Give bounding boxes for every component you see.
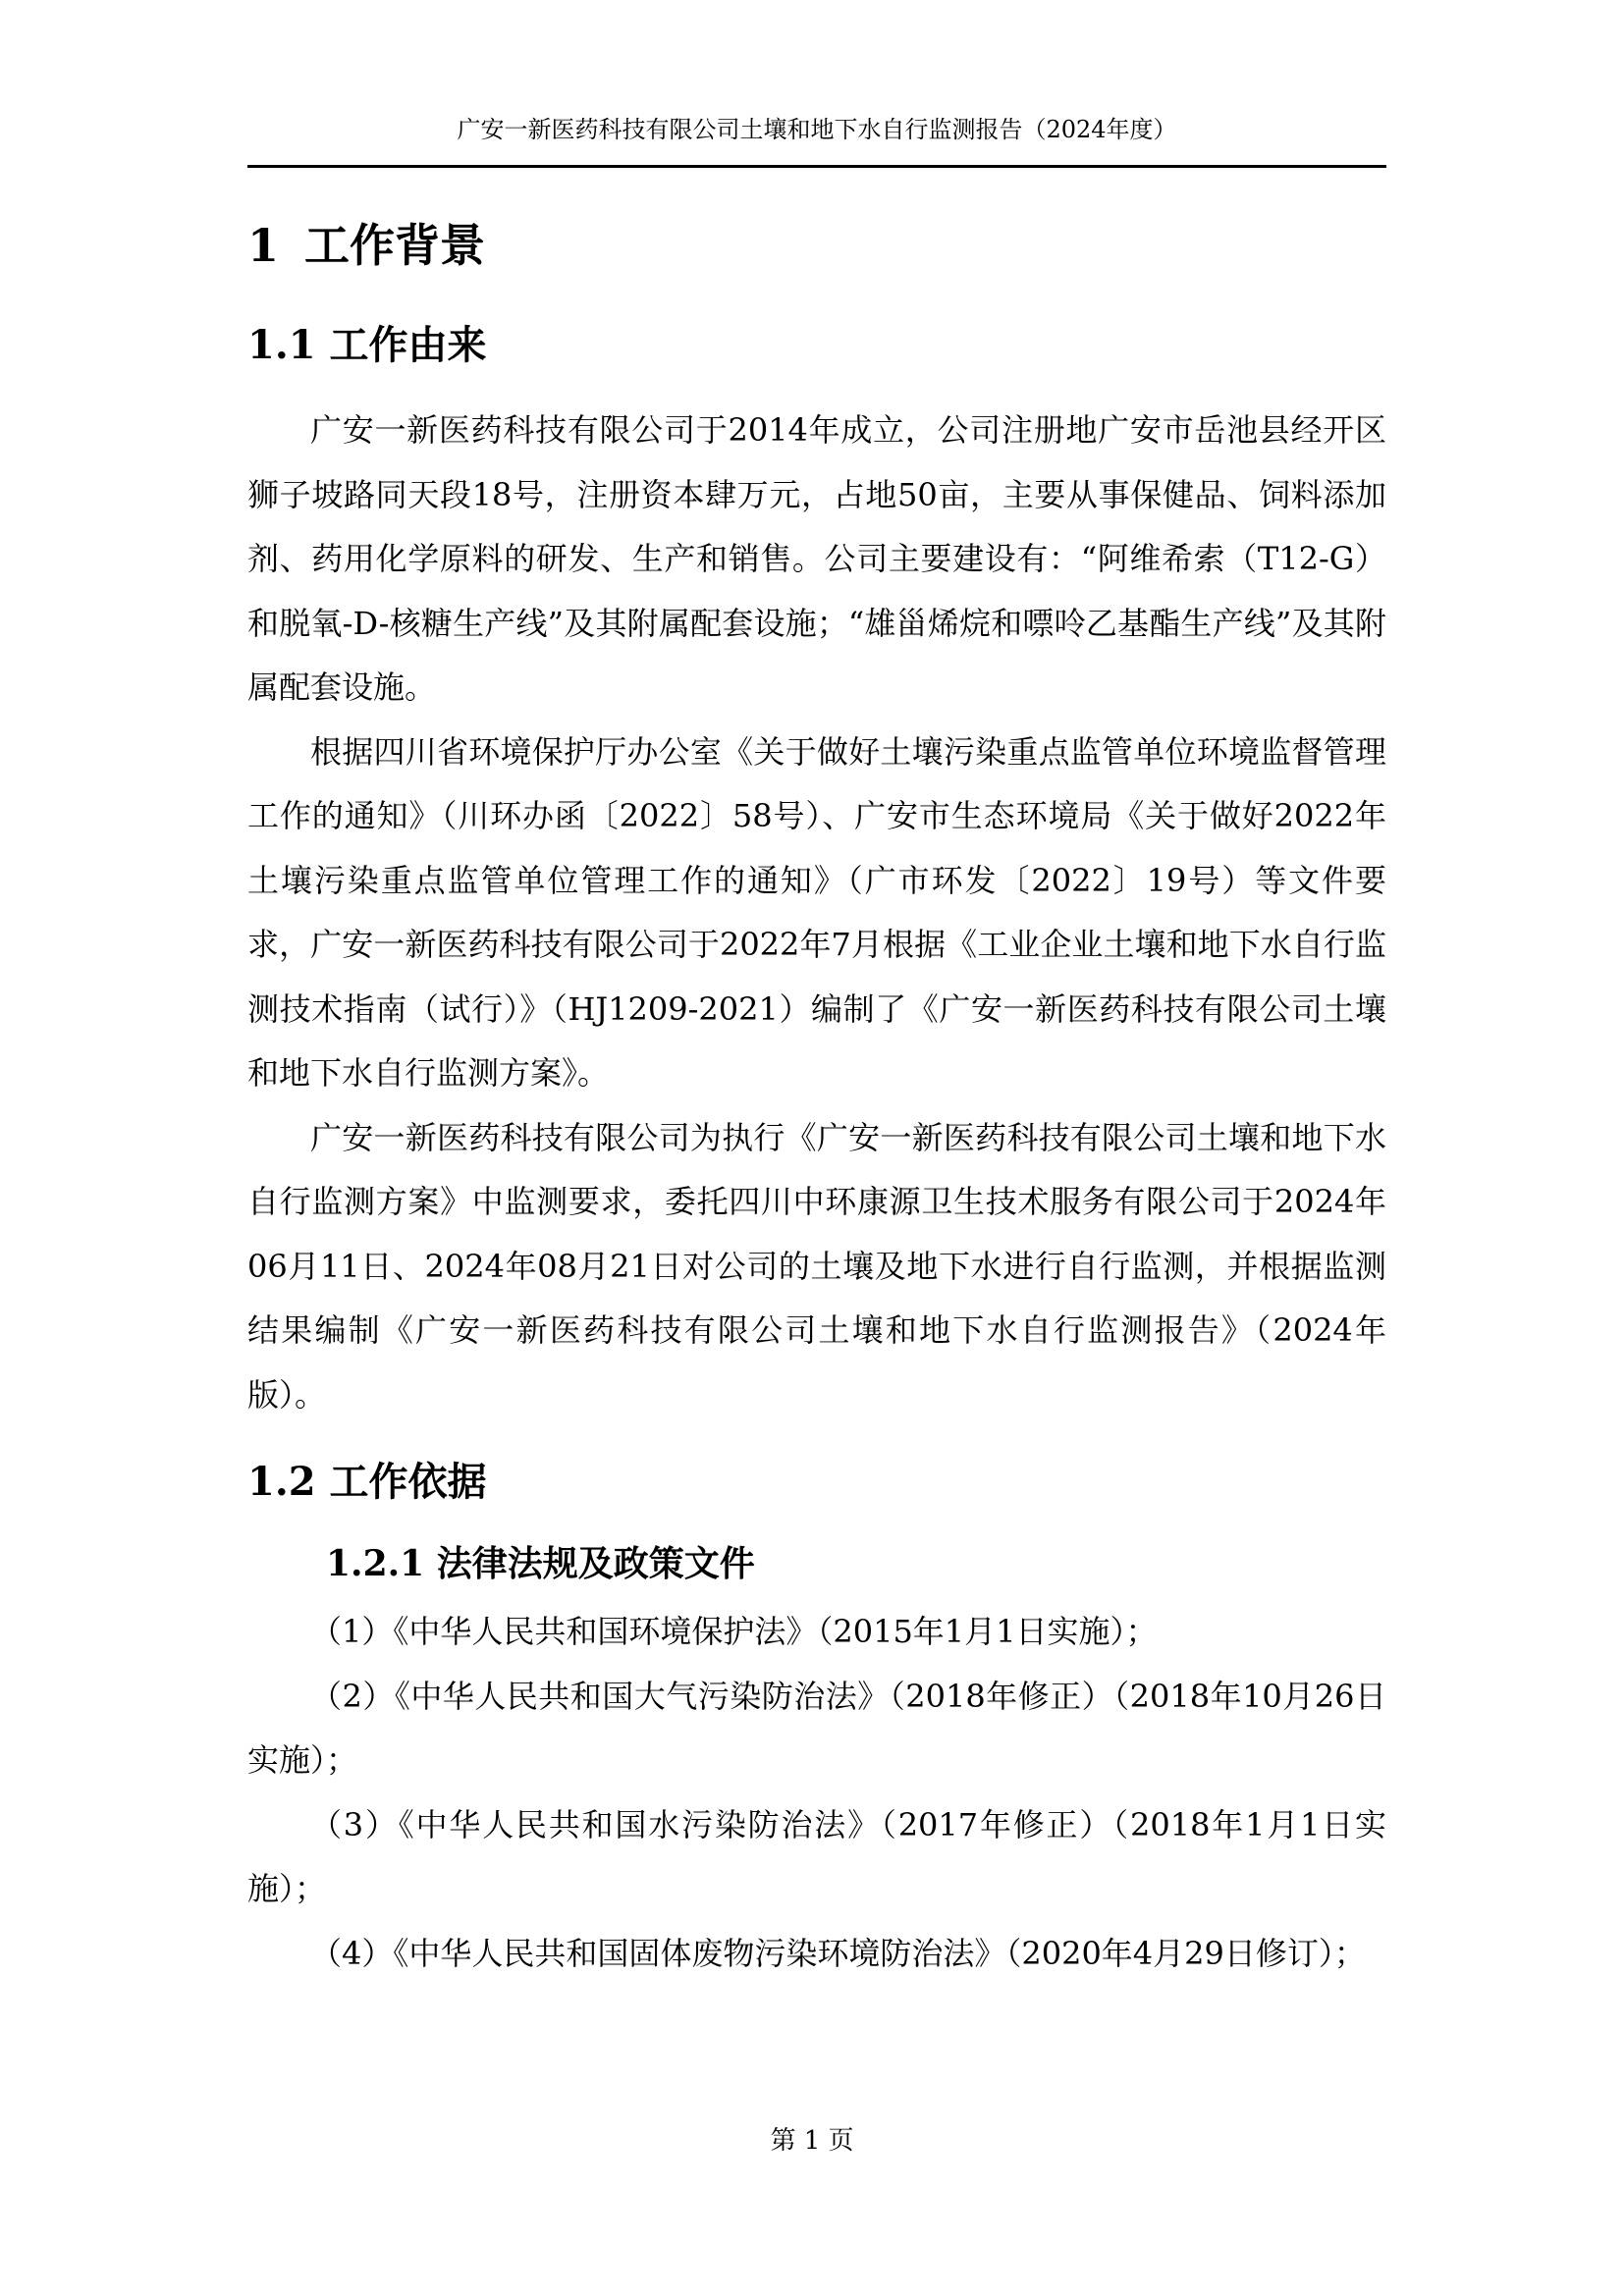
section-1-2-heading: 1.2 工作依据 [247, 1459, 487, 1505]
section-1-1-paragraph-1: 广安一新医药科技有限公司于2014年成立，公司注册地广安市岳池县经开区狮子坡路同天段18号，注册资本肆万元，占地50亩，主要从事保健品、饲料添加剂、药用化学原料的研发、生产和销售。公司主要建设有：“阿维希索（T12-G）和脱氧-D-核糖生产线”及其附属配套设施；“雄甾烯烷和嘌呤乙基酯生产线”及其附属配套设施。 [247, 411, 1386, 706]
page-header: 广安一新医药科技有限公司土壤和地下水自行监测报告（2024年度） [457, 116, 1177, 143]
page-content [247, 214, 1386, 1986]
section-1-1-heading: 1.1 工作由来 [247, 322, 487, 368]
section-1-title: 工作背景 [304, 219, 486, 272]
header-rule [247, 165, 1386, 168]
section-1-1-paragraph-2: 根据四川省环境保护厅办公室《关于做好土壤污染重点监管单位环境监督管理工作的通知》（川环办函〔2022〕58号）、广安市生态环境局《关于做好2022年土壤污染重点监管单位管理工作的通知》（广市环发〔2022〕19号）等文件要求，广安一新医药科技有限公司于2022年7月根据《工业企业土壤和地下水自行监测技术指南（试行）》（HJ1209-2021）编制了《广安一新医药科技有限公司土壤和地下水自行监测方案》。 [247, 732, 1386, 1092]
law-item-2: （2）《中华人民共和国大气污染防治法》（2018年修正）（2018年10月26日实施）； [247, 1677, 1386, 1779]
section-1-1-paragraph-3: 广安一新医药科技有限公司为执行《广安一新医药科技有限公司土壤和地下水自行监测方案》中监测要求，委托四川中环康源卫生技术服务有限公司于2024年06月11日、2024年08月21日对公司的土壤及地下水进行自行监测，并根据监测结果编制《广安一新医药科技有限公司土壤和地下水自行监测报告》（2024年版）。 [247, 1118, 1386, 1414]
section-1-heading [247, 214, 1386, 277]
section-1-number: 1 [247, 219, 280, 272]
law-item-3: （3）《中华人民共和国水污染防治法》（2017年修正）（2018年1月1日实施）； [247, 1805, 1386, 1907]
page-number: 第 1 页 [770, 2126, 854, 2156]
law-item-1: （1）《中华人民共和国环境保护法》（2015年1月1日实施）； [310, 1613, 1158, 1650]
section-1-2-1-heading: 1.2.1 法律法规及政策文件 [326, 1543, 755, 1584]
law-item-4: （4）《中华人民共和国固体废物污染环境防治法》（2020年4月29日修订）； [310, 1934, 1366, 1972]
